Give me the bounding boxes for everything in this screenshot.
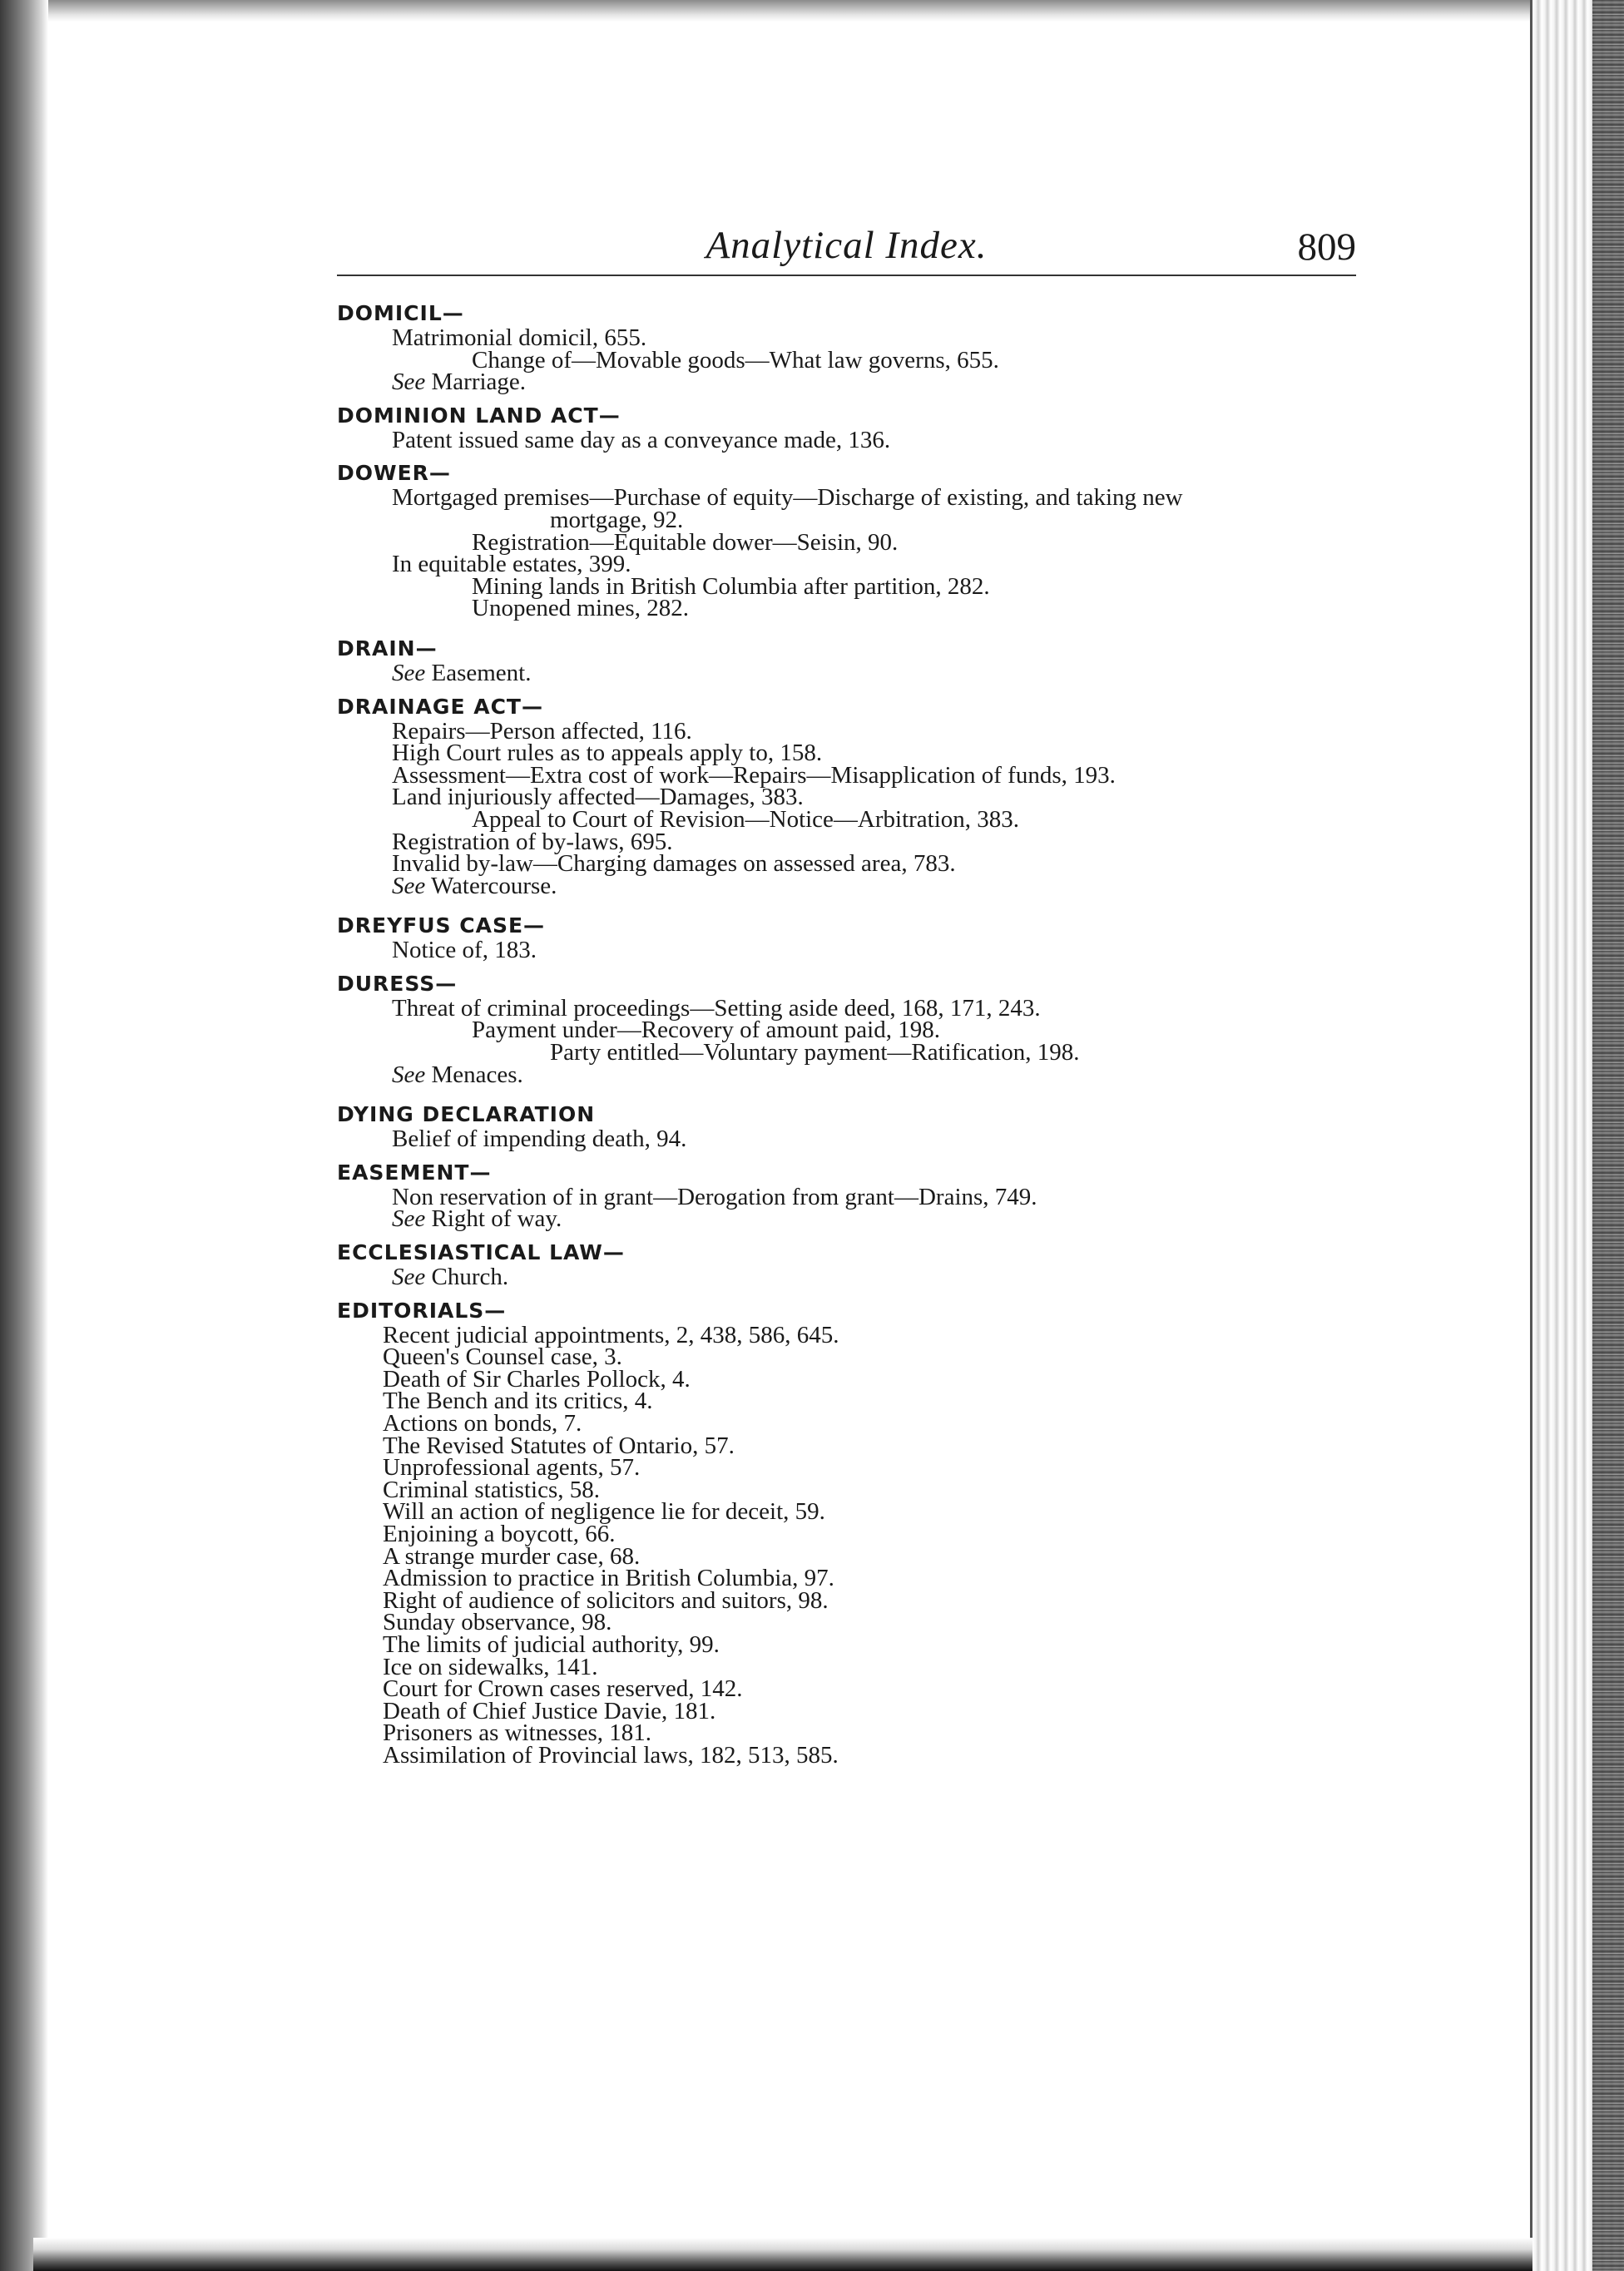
page-header — [337, 223, 1356, 281]
index-subentry — [337, 1697, 1419, 1724]
index-subentry — [337, 1567, 1419, 1590]
index-subentry — [337, 828, 1419, 855]
subentry-text: Sunday observance, 98. — [383, 1609, 612, 1636]
subentry-text: Death of Sir Charles Pollock, 4. — [383, 1365, 691, 1393]
index-subentry — [337, 1454, 1419, 1482]
subentry-text: Patent issued same day as a conveyance made, 136. — [392, 426, 891, 453]
see-reference-label: See — [392, 369, 426, 396]
subentry-text: Actions on bonds, 7. — [383, 1410, 582, 1437]
index-subentry — [337, 659, 1419, 686]
index-subentry — [337, 786, 1419, 809]
subentry-text: Prisoners as witnesses, 181. — [383, 1719, 652, 1747]
index-subentry — [337, 1410, 1419, 1437]
index-subentry — [337, 597, 1419, 620]
subentry-text: Land injuriously affected—Damages, 383. — [392, 784, 804, 811]
subentry-text: Right of audience of solicitors and suitors, 98. — [383, 1586, 829, 1614]
index-entry — [337, 635, 1419, 685]
scan-edge-bottom — [33, 2238, 1532, 2271]
subentry-text: mortgage, 92. — [550, 506, 684, 533]
index-subentry — [337, 1741, 1419, 1769]
index-subentry — [337, 1586, 1419, 1614]
index-subentry — [337, 324, 1419, 351]
index-subentry — [337, 1630, 1419, 1658]
index-subentry — [337, 1498, 1419, 1526]
index-heading: EASEMENT— — [337, 1160, 492, 1185]
index-subentry — [337, 484, 1419, 512]
see-reference-label: See — [392, 872, 426, 899]
subentry-text: High Court rules as to appeals apply to, 158. — [392, 740, 823, 767]
index-subentry — [337, 761, 1419, 789]
index-subentry — [337, 1675, 1419, 1703]
index-entry — [337, 912, 1419, 962]
index-entry — [337, 1297, 1419, 1767]
index-subentry — [337, 506, 1419, 533]
index-subentry — [337, 1266, 1419, 1289]
subentry-text: Unopened mines, 282. — [472, 595, 689, 622]
index-heading: DRAINAGE ACT— — [337, 694, 543, 719]
subentry-text: Repairs—Person affected, 116. — [392, 717, 692, 745]
index-subentry — [337, 572, 1419, 600]
subentry-text: Registration—Equitable dower—Seisin, 90. — [472, 528, 899, 556]
index-subentry — [337, 528, 1419, 556]
index-subentry — [337, 994, 1419, 1022]
index-subentry — [337, 1321, 1419, 1348]
header-rule — [337, 275, 1356, 276]
subentry-text: Matrimonial domicil, 655. — [392, 324, 647, 351]
subentry-text: The Revised Statutes of Ontario, 57. — [383, 1432, 735, 1459]
index-subentry — [337, 1365, 1419, 1393]
index-subentry — [337, 939, 1419, 962]
see-reference-label: See — [392, 659, 426, 686]
index-subentry — [337, 1476, 1419, 1503]
index-heading: DOMICIL— — [337, 301, 464, 325]
index-subentry — [337, 1343, 1419, 1371]
subentry-text: Assessment—Extra cost of work—Repairs—Misapplication of funds, 193. — [392, 761, 1116, 789]
subentry-text: Recent judicial appointments, 2, 438, 586, 645. — [383, 1321, 839, 1348]
index-entry — [337, 299, 1419, 396]
index-heading: DYING DECLARATION — [337, 1102, 596, 1127]
see-reference-label: See — [392, 1061, 426, 1088]
subentry-text: Death of Chief Justice Davie, 181. — [383, 1697, 716, 1724]
subentry-text: Mortgaged premises—Purchase of equity—Discharge of existing, and taking new — [392, 484, 1183, 512]
index-subentry — [337, 740, 1419, 767]
index-subentry — [337, 1653, 1419, 1680]
subentry-text: Appeal to Court of Revision—Notice—Arbitration, 383. — [472, 805, 1020, 833]
scan-edge-left — [0, 0, 48, 2271]
index-entry — [337, 693, 1419, 898]
index-subentry — [337, 1126, 1419, 1153]
index-subentry — [337, 346, 1419, 374]
index-entry — [337, 970, 1419, 1086]
index-subentry — [337, 553, 1419, 576]
index-heading: DREYFUS CASE— — [337, 913, 546, 938]
subentry-text: Threat of criminal proceedings—Setting aside deed, 168, 171, 243. — [392, 994, 1041, 1022]
subentry-text: Payment under—Recovery of amount paid, 198. — [472, 1017, 940, 1044]
index-subentry — [337, 1542, 1419, 1570]
index-subentry — [337, 1719, 1419, 1747]
index-subentry — [337, 1432, 1419, 1459]
index-subentry — [337, 426, 1419, 453]
subentry-text: Registration of by-laws, 695. — [392, 828, 673, 855]
scan-edge-right — [1530, 0, 1624, 2271]
subentry-text: In equitable estates, 399. — [392, 551, 631, 578]
index-subentry — [337, 1041, 1419, 1064]
subentry-text: Right of way. — [431, 1205, 562, 1233]
index-subentry — [337, 1611, 1419, 1634]
subentry-text: Notice of, 183. — [392, 937, 537, 964]
subentry-text: A strange murder case, 68. — [383, 1542, 641, 1570]
index-entry — [337, 1159, 1419, 1233]
subentry-text: Belief of impending death, 94. — [392, 1126, 687, 1153]
subentry-text: Criminal statistics, 58. — [383, 1476, 600, 1503]
subentry-text: Watercourse. — [430, 872, 557, 899]
subentry-text: Church. — [431, 1264, 509, 1291]
index-subentry — [337, 1205, 1419, 1233]
subentry-text: Admission to practice in British Columbia, 97. — [383, 1565, 834, 1592]
index-heading: DOWER— — [337, 461, 451, 486]
subentry-text: Marriage. — [431, 369, 527, 396]
subentry-text: Ice on sidewalks, 141. — [383, 1653, 598, 1680]
index-subentry — [337, 872, 1419, 899]
subentry-text: Menaces. — [431, 1061, 523, 1088]
subentry-text: Enjoining a boycott, 66. — [383, 1520, 616, 1547]
subentry-text: The Bench and its critics, 4. — [383, 1388, 653, 1415]
index-subentry — [337, 717, 1419, 745]
subentry-text: Mining lands in British Columbia after partition, 282. — [472, 572, 990, 600]
index-subentry — [337, 1520, 1419, 1547]
index-heading: ECCLESIASTICAL LAW— — [337, 1240, 625, 1265]
subentry-text: Will an action of negligence lie for deceit, 59. — [383, 1498, 825, 1526]
index-heading: DURESS— — [337, 971, 458, 996]
index-entry — [337, 402, 1419, 452]
index-subentry — [337, 805, 1419, 833]
see-reference-label: See — [392, 1205, 426, 1233]
index-body — [337, 299, 1419, 1782]
index-subentry — [337, 850, 1419, 878]
index-entry — [337, 459, 1419, 620]
see-reference-label: See — [392, 1264, 426, 1291]
subentry-text: Court for Crown cases reserved, 142. — [383, 1675, 743, 1703]
running-title: Analytical Index. — [706, 224, 988, 267]
subentry-text: The limits of judicial authority, 99. — [383, 1630, 720, 1658]
index-heading: DOMINION LAND ACT— — [337, 403, 621, 428]
index-subentry — [337, 1183, 1419, 1210]
subentry-text: Easement. — [431, 659, 532, 686]
index-heading: EDITORIALS— — [337, 1298, 507, 1323]
index-subentry — [337, 1061, 1419, 1088]
index-heading: DRAIN— — [337, 636, 438, 661]
page-number: 809 — [1297, 225, 1356, 269]
subentry-text: Assimilation of Provincial laws, 182, 513, 585. — [383, 1741, 839, 1769]
index-entry — [337, 1239, 1419, 1289]
subentry-text: Change of—Movable goods—What law governs, 655. — [472, 346, 999, 374]
subentry-text: Party entitled—Voluntary payment—Ratification, 198. — [550, 1039, 1080, 1066]
index-subentry — [337, 1017, 1419, 1044]
index-subentry — [337, 369, 1419, 396]
subentry-text: Unprofessional agents, 57. — [383, 1454, 641, 1482]
index-subentry — [337, 1390, 1419, 1413]
scan-edge-top — [48, 0, 1532, 22]
subentry-text: Queen's Counsel case, 3. — [383, 1343, 622, 1371]
subentry-text: Invalid by-law—Charging damages on assessed area, 783. — [392, 850, 956, 878]
index-entry — [337, 1101, 1419, 1153]
subentry-text: Non reservation of in grant—Derogation from grant—Drains, 749. — [392, 1183, 1037, 1210]
